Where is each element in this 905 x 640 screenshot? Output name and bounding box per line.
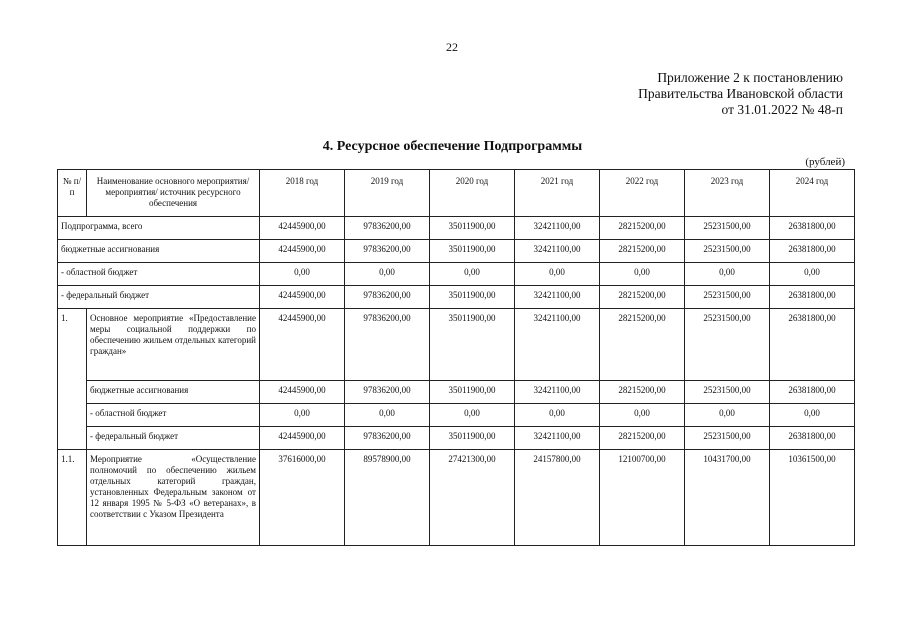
table-row bbox=[58, 427, 855, 450]
table-cell: 35011900,00 bbox=[430, 217, 515, 240]
table-cell: 25231500,00 bbox=[685, 286, 770, 309]
table-cell: 0,00 bbox=[515, 404, 600, 427]
header-year: 2020 год bbox=[430, 170, 515, 217]
table-cell: 10361500,00 bbox=[770, 450, 855, 546]
row-label: Мероприятие «Осуществление полномочий по обеспечению жильем отдельных категорий граждан, установленных Федеральным законом от 12 января 1995 № 5-ФЗ «О ветеранах», в соответствии с Указом Президента bbox=[87, 450, 260, 546]
row-label: Основное мероприятие «Предоставление меры социальной поддержки по обеспечению жильем отдельных категорий граждан» bbox=[87, 309, 260, 381]
table-cell: 28215200,00 bbox=[600, 240, 685, 263]
row-label: - областной бюджет bbox=[87, 404, 260, 427]
row-label: - федеральный бюджет bbox=[87, 427, 260, 450]
table-cell: 28215200,00 bbox=[600, 217, 685, 240]
table-cell: 10431700,00 bbox=[685, 450, 770, 546]
row-label: бюджетные ассигнования bbox=[58, 240, 260, 263]
appendix-line-2: Правительства Ивановской области bbox=[638, 86, 843, 101]
table-cell: 42445900,00 bbox=[260, 217, 345, 240]
header-year: 2018 год bbox=[260, 170, 345, 217]
header-year: 2019 год bbox=[345, 170, 430, 217]
table-row bbox=[58, 217, 855, 240]
page-number: 22 bbox=[446, 40, 458, 54]
table-cell: 0,00 bbox=[770, 263, 855, 286]
table-cell: 35011900,00 bbox=[430, 381, 515, 404]
table-cell: 0,00 bbox=[430, 404, 515, 427]
table-cell: 26381800,00 bbox=[770, 217, 855, 240]
header-row bbox=[58, 170, 855, 217]
row-label: бюджетные ассигнования bbox=[87, 381, 260, 404]
header-name: Наименование основного мероприятия/мероприятия/ источник ресурсного обеспечения bbox=[87, 170, 260, 217]
table-cell: 42445900,00 bbox=[260, 427, 345, 450]
table-cell: 97836200,00 bbox=[345, 217, 430, 240]
table-cell: 37616000,00 bbox=[260, 450, 345, 546]
table-cell: 97836200,00 bbox=[345, 286, 430, 309]
table-cell: 32421100,00 bbox=[515, 217, 600, 240]
table-cell: 89578900,00 bbox=[345, 450, 430, 546]
table-cell: 32421100,00 bbox=[515, 286, 600, 309]
table-cell: 0,00 bbox=[345, 404, 430, 427]
table-row bbox=[58, 404, 855, 427]
table-cell: 26381800,00 bbox=[770, 286, 855, 309]
table-cell: 25231500,00 bbox=[685, 309, 770, 381]
header-num: № п/п bbox=[58, 170, 87, 217]
table-cell: 0,00 bbox=[770, 404, 855, 427]
row-label: - федеральный бюджет bbox=[58, 286, 260, 309]
table-cell: 0,00 bbox=[345, 263, 430, 286]
table-cell: 0,00 bbox=[260, 404, 345, 427]
resource-table bbox=[57, 169, 855, 546]
table-cell: 32421100,00 bbox=[515, 309, 600, 381]
table-cell: 32421100,00 bbox=[515, 381, 600, 404]
appendix-line-3: от 31.01.2022 № 48-п bbox=[721, 102, 843, 117]
table-cell: 25231500,00 bbox=[685, 217, 770, 240]
table-row bbox=[58, 309, 855, 381]
table-row bbox=[58, 381, 855, 404]
appendix-reference bbox=[638, 70, 843, 118]
table-row bbox=[58, 263, 855, 286]
table-cell: 27421300,00 bbox=[430, 450, 515, 546]
table-cell: 32421100,00 bbox=[515, 427, 600, 450]
table-cell: 28215200,00 bbox=[600, 427, 685, 450]
table-cell: 25231500,00 bbox=[685, 427, 770, 450]
units-label: (рублей) bbox=[805, 156, 845, 168]
table-cell: 26381800,00 bbox=[770, 240, 855, 263]
table-cell: 42445900,00 bbox=[260, 240, 345, 263]
table-row bbox=[58, 240, 855, 263]
table-cell: 97836200,00 bbox=[345, 309, 430, 381]
table-cell: 0,00 bbox=[685, 263, 770, 286]
table-cell: 0,00 bbox=[600, 404, 685, 427]
section-title: 4. Ресурсное обеспечение Подпрограммы bbox=[322, 139, 583, 154]
table-cell: 26381800,00 bbox=[770, 427, 855, 450]
table-cell: 28215200,00 bbox=[600, 286, 685, 309]
table-cell: 0,00 bbox=[515, 263, 600, 286]
table-cell: 42445900,00 bbox=[260, 309, 345, 381]
table-cell: 25231500,00 bbox=[685, 240, 770, 263]
table-cell: 97836200,00 bbox=[345, 381, 430, 404]
appendix-line-1: Приложение 2 к постановлению bbox=[657, 70, 843, 85]
table-row bbox=[58, 286, 855, 309]
table-cell: 24157800,00 bbox=[515, 450, 600, 546]
table-row bbox=[58, 450, 855, 546]
table-cell: 26381800,00 bbox=[770, 309, 855, 381]
table-cell: 0,00 bbox=[685, 404, 770, 427]
table-cell: 35011900,00 bbox=[430, 309, 515, 381]
table-cell: 12100700,00 bbox=[600, 450, 685, 546]
row-label: Подпрограмма, всего bbox=[58, 217, 260, 240]
row-number: 1.1. bbox=[58, 450, 87, 546]
table-cell: 42445900,00 bbox=[260, 381, 345, 404]
header-year: 2022 год bbox=[600, 170, 685, 217]
row-label: - областной бюджет bbox=[58, 263, 260, 286]
header-year: 2024 год bbox=[770, 170, 855, 217]
table-cell: 0,00 bbox=[260, 263, 345, 286]
table-cell: 35011900,00 bbox=[430, 286, 515, 309]
table-cell: 0,00 bbox=[600, 263, 685, 286]
table-cell: 35011900,00 bbox=[430, 427, 515, 450]
table-cell: 26381800,00 bbox=[770, 381, 855, 404]
table-cell: 42445900,00 bbox=[260, 286, 345, 309]
table-cell: 28215200,00 bbox=[600, 381, 685, 404]
table-cell: 97836200,00 bbox=[345, 240, 430, 263]
table-cell: 35011900,00 bbox=[430, 240, 515, 263]
table-cell: 97836200,00 bbox=[345, 427, 430, 450]
header-year: 2023 год bbox=[685, 170, 770, 217]
table-cell: 0,00 bbox=[430, 263, 515, 286]
table-cell: 28215200,00 bbox=[600, 309, 685, 381]
row-number: 1. bbox=[58, 309, 87, 450]
table-cell: 32421100,00 bbox=[515, 240, 600, 263]
table-cell: 25231500,00 bbox=[685, 381, 770, 404]
header-year: 2021 год bbox=[515, 170, 600, 217]
